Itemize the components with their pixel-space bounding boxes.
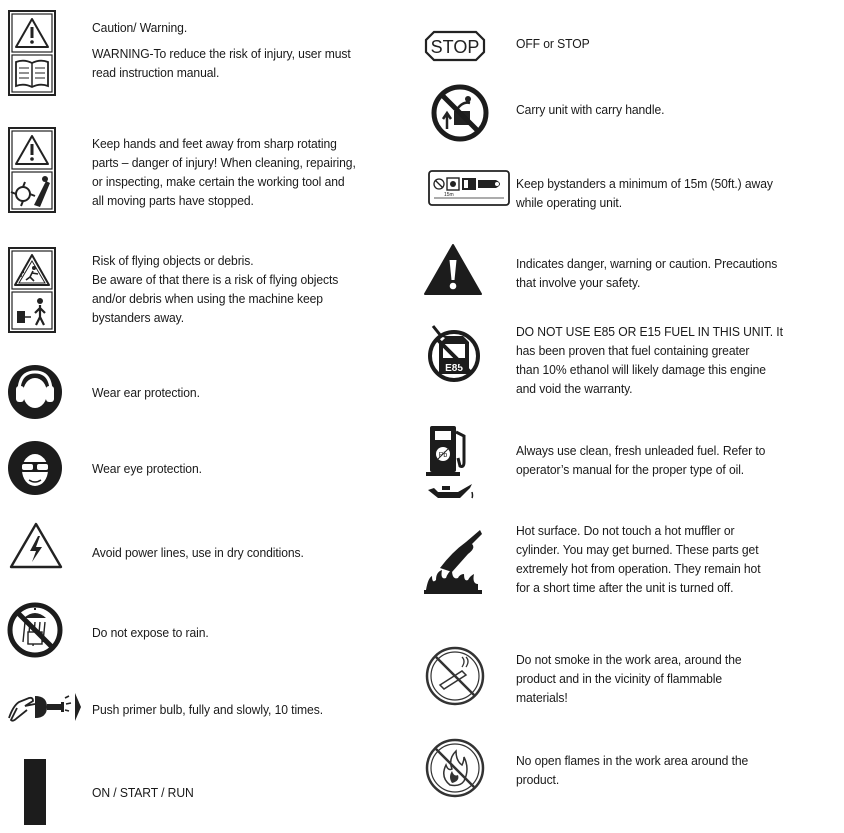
- primer-line-1: Push primer bulb, fully and slowly, 10 times.: [92, 702, 323, 717]
- ear-protection-line-1: Wear ear protection.: [92, 385, 200, 400]
- bystander-distance-icon: [428, 170, 510, 206]
- fuel-e85-line-2: has been proven that fuel containing greater: [516, 343, 750, 358]
- on-start-text: [92, 783, 194, 802]
- danger-triangle-icon: [423, 243, 483, 297]
- eye-protection-icon: [7, 440, 63, 496]
- hot-surface-line-1: Hot surface. Do not touch a hot muffler or: [516, 523, 735, 538]
- hot-surface-line-3: extremely hot from operation. They remain hot: [516, 561, 761, 576]
- caution-line-3: WARNING-To reduce the risk of injury, user must: [92, 46, 351, 61]
- flying-objects-line-3: and/or debris when using the machine keep: [92, 291, 323, 306]
- e85-label: E85: [445, 363, 463, 374]
- ear-protection-text: [92, 383, 200, 402]
- carry-handle-text: [516, 100, 664, 119]
- no-smoking-line-2: product and in the vicinity of flammable: [516, 671, 723, 686]
- flying-objects-text: [92, 251, 338, 327]
- no-smoking-icon: [424, 645, 486, 707]
- hot-surface-line-2: cylinder. You may get burned. These parts get: [516, 542, 759, 557]
- primer-text: [92, 700, 323, 719]
- fuel-e85-line-3: than 10% ethanol will likely damage this engine: [516, 362, 766, 377]
- hot-surface-line-4: for a short time after the unit is turned off.: [516, 580, 734, 595]
- bystanders-text: [516, 174, 773, 212]
- danger-line-1: Indicates danger, warning or caution. Precautions: [516, 256, 778, 271]
- fuel-e85-text: [516, 322, 783, 398]
- stop-sign-label: STOP: [430, 37, 480, 57]
- eye-protection-line-1: Wear eye protection.: [92, 461, 202, 476]
- danger-text: [516, 254, 777, 292]
- power-lines-text: [92, 543, 304, 562]
- unleaded-fuel-text: [516, 441, 765, 479]
- no-flames-line-2: product.: [516, 772, 560, 787]
- no-open-flame-icon: [424, 737, 486, 799]
- stop-line-1: OFF or STOP: [516, 36, 590, 51]
- eye-protection-text: [92, 459, 202, 478]
- rotating-parts-line-2: parts – danger of injury! When cleaning, repairing,: [92, 155, 356, 170]
- fuel-pump-and-oil-can-icon: [424, 422, 480, 512]
- no-e85-fuel-icon: [425, 322, 483, 384]
- power-lines-line-1: Avoid power lines, use in dry conditions.: [92, 545, 304, 560]
- caution-line-4: read instruction manual.: [92, 65, 220, 80]
- on-switch-icon: [24, 759, 46, 825]
- flying-debris-and-bystander-icon: [8, 247, 56, 333]
- fuel-e85-line-1: DO NOT USE E85 OR E15 FUEL IN THIS UNIT. It: [516, 324, 783, 339]
- no-smoking-text: [516, 650, 742, 707]
- warning-triangle-and-rotating-blade-icon: [8, 127, 56, 213]
- flying-objects-line-1: Risk of flying objects or debris.: [92, 253, 254, 268]
- unleaded-fuel-line-1: Always use clean, fresh unleaded fuel. Refer to: [516, 443, 766, 458]
- unleaded-fuel-line-2: operator’s manual for the proper type of oil.: [516, 462, 745, 477]
- warning-triangle-and-manual-icon: [8, 10, 56, 96]
- hot-surface-text: [516, 521, 760, 597]
- flying-objects-line-2: Be aware of that there is a risk of flying objects: [92, 272, 339, 287]
- rain-line-1: Do not expose to rain.: [92, 625, 209, 640]
- primer-bulb-icon: [5, 688, 83, 726]
- danger-line-2: that involve your safety.: [516, 275, 641, 290]
- hot-surface-icon: [422, 528, 486, 596]
- rotating-parts-text: [92, 134, 356, 210]
- bystanders-line-2: while operating unit.: [516, 195, 622, 210]
- fuel-e85-line-4: and void the warranty.: [516, 381, 633, 396]
- no-flames-text: [516, 751, 748, 789]
- rain-text: [92, 623, 209, 642]
- no-smoking-line-1: Do not smoke in the work area, around the: [516, 652, 742, 667]
- carry-handle-line-1: Carry unit with carry handle.: [516, 102, 665, 117]
- caution-text: [92, 18, 351, 82]
- caution-line-1: Caution/ Warning.: [92, 20, 188, 35]
- rotating-parts-line-3: or inspecting, make certain the working tool and: [92, 174, 345, 189]
- svg-text:Pb: Pb: [438, 452, 448, 459]
- rotating-parts-line-1: Keep hands and feet away from sharp rotating: [92, 136, 337, 151]
- on-start-line-1: ON / START / RUN: [92, 785, 194, 800]
- carry-handle-icon: [430, 83, 490, 143]
- ear-protection-icon: [7, 364, 63, 420]
- flying-objects-line-4: bystanders away.: [92, 310, 185, 325]
- stop-sign-icon: [424, 30, 486, 62]
- svg-text:15m: 15m: [444, 192, 454, 198]
- bystanders-line-1: Keep bystanders a minimum of 15m (50ft.) away: [516, 176, 773, 191]
- no-rain-icon: [7, 602, 63, 658]
- electric-hazard-icon: [8, 521, 64, 571]
- no-flames-line-1: No open flames in the work area around the: [516, 753, 749, 768]
- rotating-parts-line-4: all moving parts have stopped.: [92, 193, 254, 208]
- no-smoking-line-3: materials!: [516, 690, 568, 705]
- stop-text: [516, 34, 590, 53]
